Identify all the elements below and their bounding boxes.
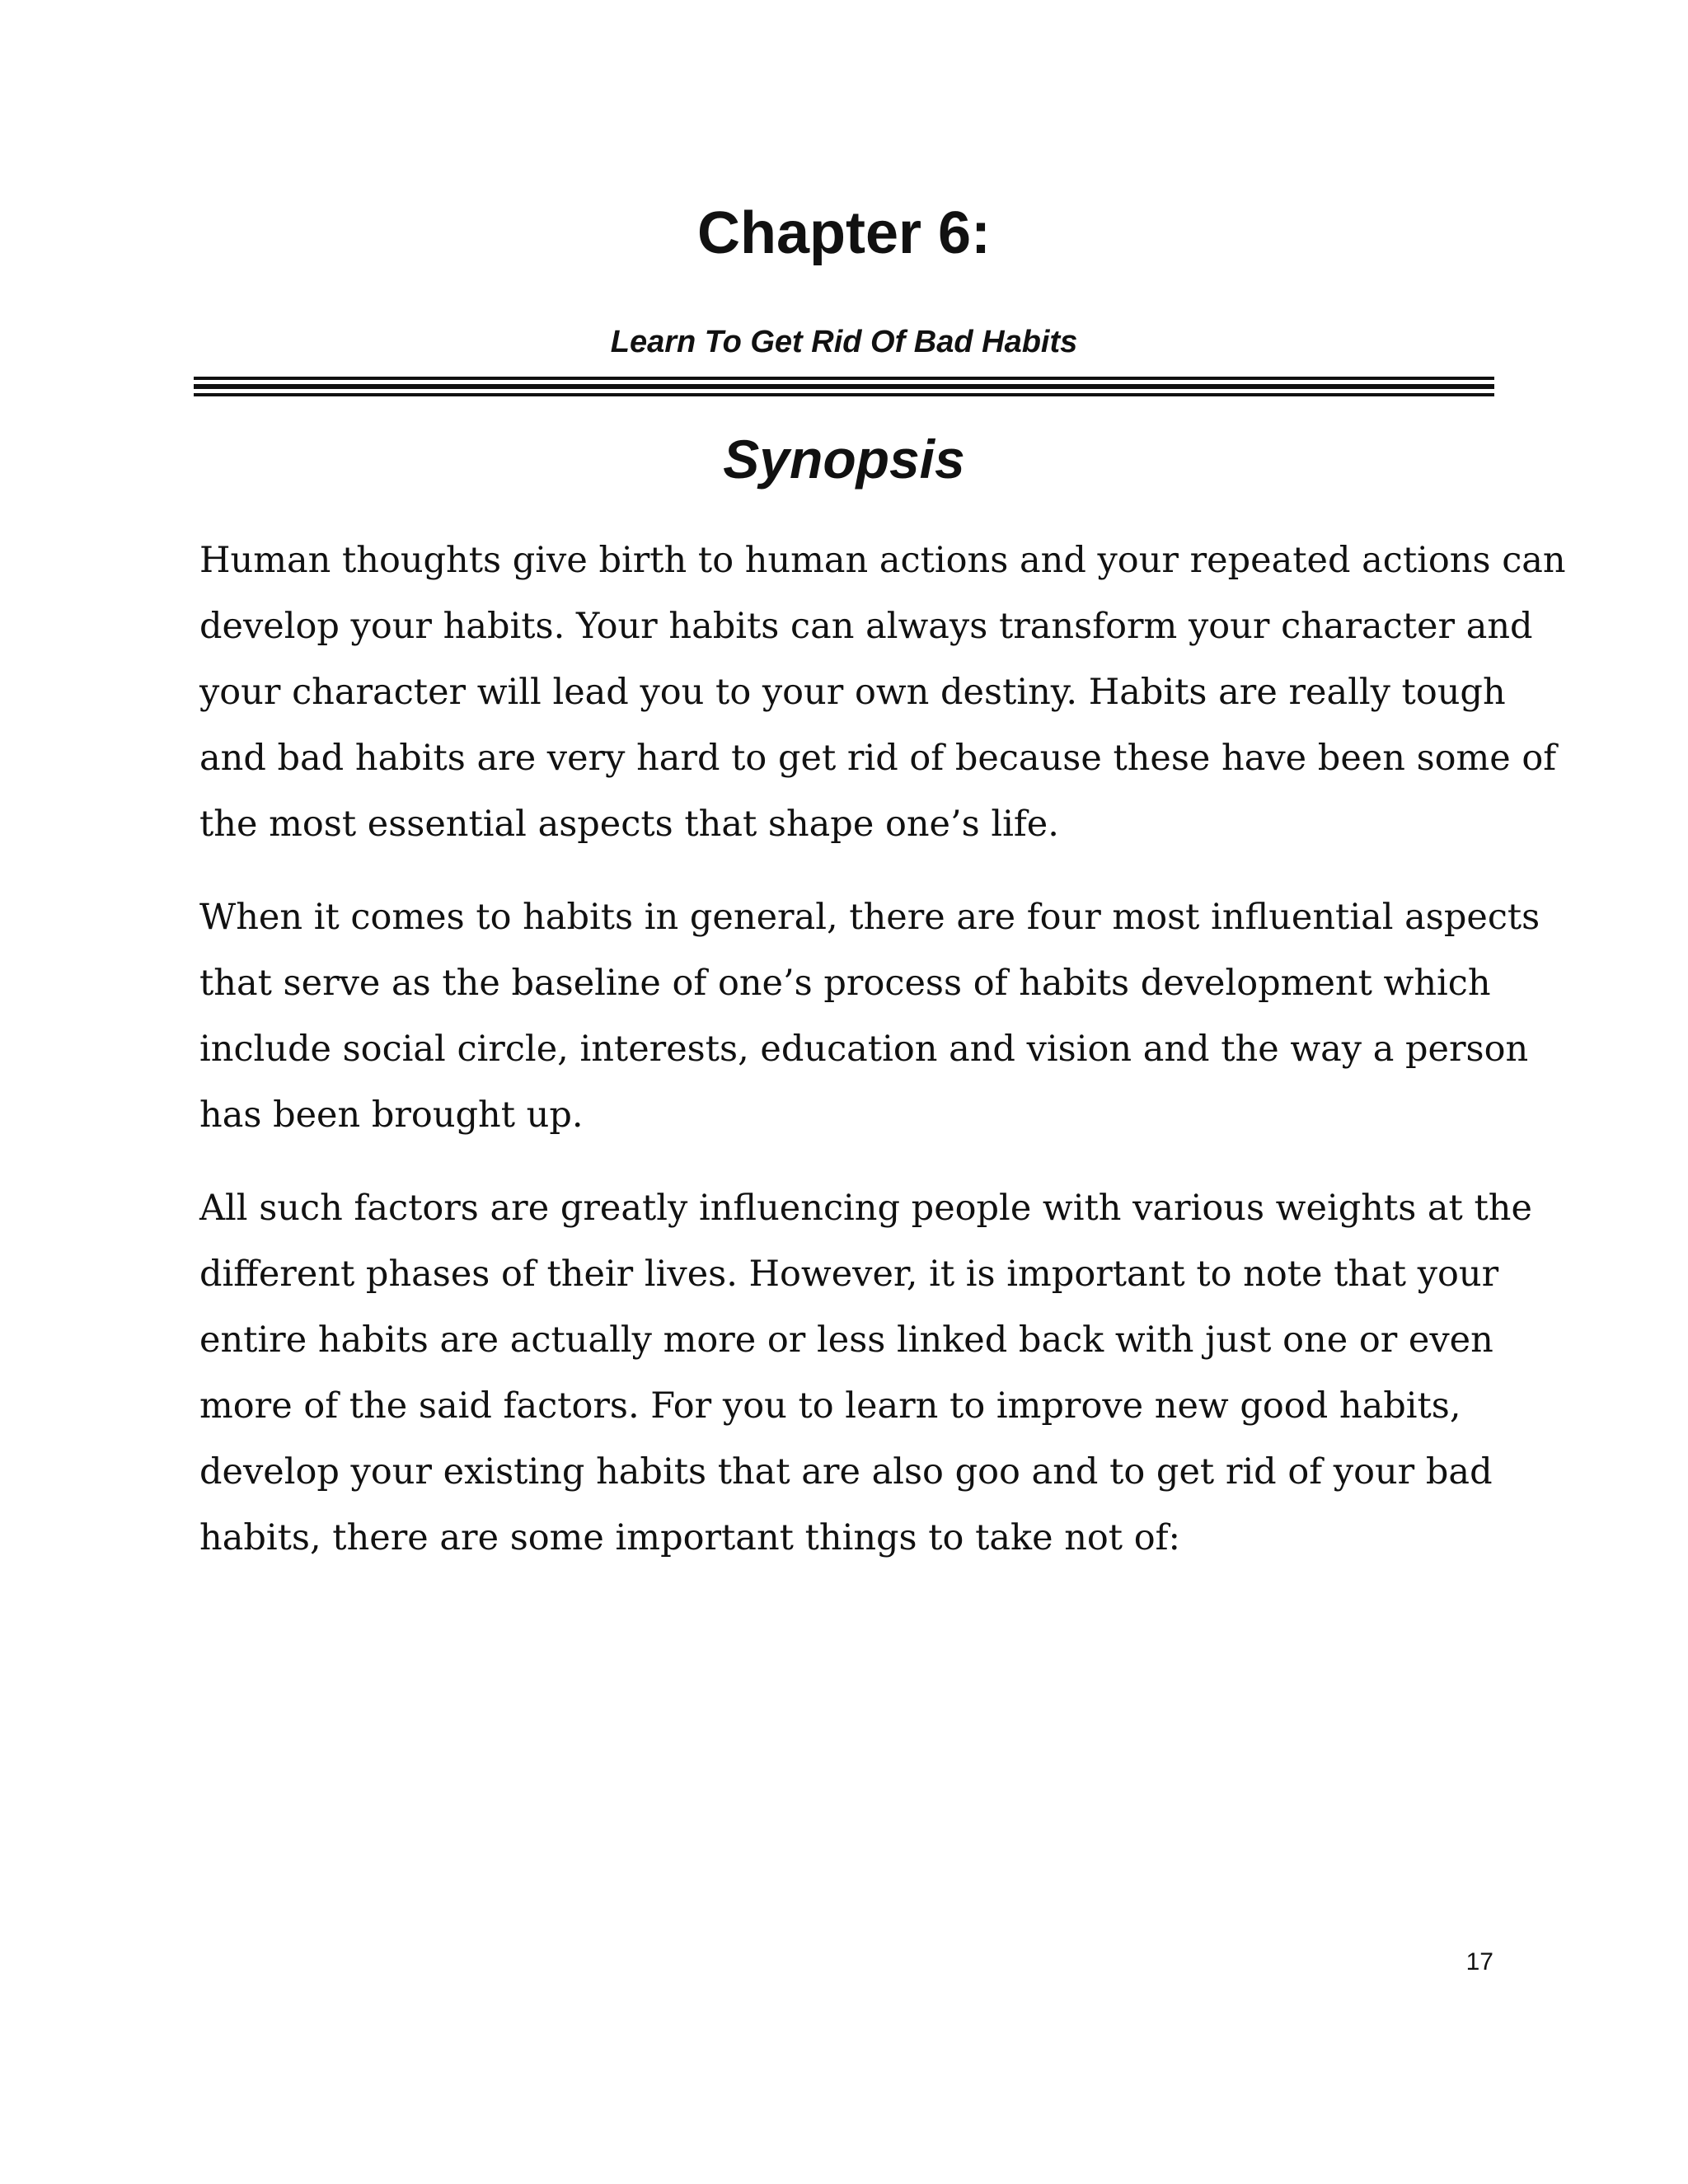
- divider-rule-middle: [194, 384, 1494, 389]
- text-line: your character will lead you to your own destiny. Habits are really tough: [199, 672, 1506, 713]
- text-line: that serve as the baseline of one’s process of habits development which: [199, 963, 1491, 1004]
- section-heading: Synopsis: [723, 429, 965, 490]
- body-text: [199, 527, 1566, 1598]
- text-line: include social circle, interests, education and vision and the way a person: [199, 1029, 1529, 1070]
- paragraph-1: [199, 527, 1566, 857]
- paragraph-2: [199, 884, 1540, 1148]
- text-line: more of the said factors. For you to learn to improve new good habits,: [199, 1385, 1461, 1427]
- page-number: 17: [1465, 1948, 1493, 1975]
- chapter-title: Chapter 6:: [696, 200, 992, 266]
- text-line: Human thoughts give birth to human actions and your repeated actions can: [199, 540, 1566, 581]
- text-line: habits, there are some important things to take not of:: [199, 1517, 1181, 1558]
- text-line: and bad habits are very hard to get rid of because these have been some of: [199, 738, 1557, 779]
- text-line: the most essential aspects that shape one’s life.: [199, 804, 1059, 845]
- text-line: All such factors are greatly influencing people with various weights at the: [199, 1188, 1532, 1229]
- chapter-subtitle: Learn To Get Rid Of Bad Habits: [610, 325, 1078, 359]
- text-line: entire habits are actually more or less linked back with just one or even: [199, 1319, 1493, 1361]
- divider-rule-top: [194, 377, 1494, 380]
- text-line: develop your existing habits that are also goo and to get rid of your bad: [199, 1451, 1493, 1493]
- text-line: has been brought up.: [199, 1094, 584, 1136]
- text-line: develop your habits. Your habits can always transform your character and: [199, 606, 1533, 647]
- paragraph-3: [199, 1175, 1532, 1571]
- divider-rule-bottom: [194, 393, 1494, 396]
- text-line: When it comes to habits in general, there are four most influential aspects: [199, 897, 1540, 938]
- text-line: different phases of their lives. However, it is important to note that your: [199, 1254, 1499, 1295]
